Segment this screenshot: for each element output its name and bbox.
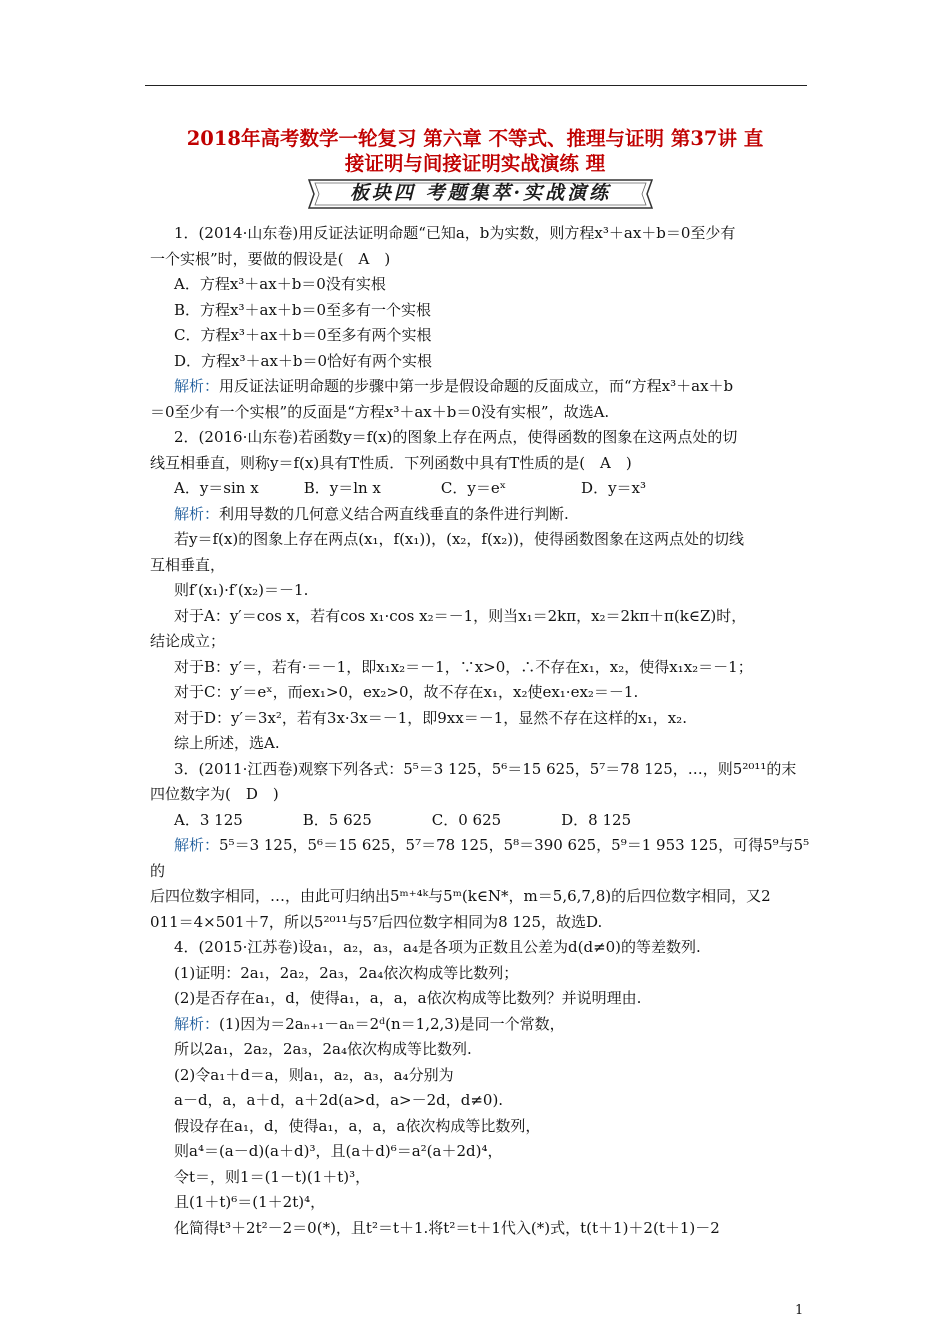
text-line <box>150 1063 815 1089</box>
text-line <box>150 1139 815 1165</box>
banner-text: 板块四 考题集萃·实战演练 <box>349 182 612 204</box>
text-segment: 利用导数的几何意义结合两直线垂直的条件进行判断. <box>219 504 569 523</box>
text-line <box>150 298 815 324</box>
text-line <box>150 1190 815 1216</box>
text-segment: 若y＝f(x)的图象上存在两点(x₁，f(x₁))，(x₂，f(x₂))，使得函数图象在这两点处的切线 <box>174 530 745 548</box>
text-line <box>150 221 815 247</box>
page-number: 1 <box>795 1303 804 1318</box>
text-line <box>150 1088 815 1114</box>
text-segment: 则f′(x₁)·f′(x₂)＝－1. <box>174 581 309 599</box>
text-line <box>150 400 815 426</box>
text-line <box>150 247 815 273</box>
text-segment: A．3 125 B．5 625 C．0 625 D．8 125 <box>174 810 632 829</box>
text-line <box>150 808 815 834</box>
text-segment: 四位数字为( D ) <box>150 785 279 803</box>
text-line <box>150 884 815 910</box>
text-segment: 互相垂直， <box>150 555 226 574</box>
text-line <box>150 1037 815 1063</box>
text-line <box>150 655 815 681</box>
text-line <box>150 604 815 630</box>
text-line <box>150 757 815 783</box>
text-line <box>150 349 815 375</box>
text-line <box>150 833 815 884</box>
document-title-line-1: 2018年高考数学一轮复习 第六章 不等式、推理与证明 第37讲 直 <box>186 127 764 150</box>
document-body <box>150 221 815 1241</box>
text-line <box>150 1012 815 1038</box>
analysis-label: 解析： <box>174 504 220 523</box>
text-line <box>150 323 815 349</box>
text-segment: 化简得t³＋2t²－2＝0(*)，且t²＝t＋1.将t²＝t＋1代入(*)式，t(t＋1)＋2(t＋1)－2 <box>174 1218 720 1237</box>
text-line <box>150 1165 815 1191</box>
text-line <box>150 706 815 732</box>
text-segment: D．方程x³＋ax＋b＝0恰好有两个实根 <box>174 351 433 370</box>
text-segment: ＝0至少有一个实根”的反面是“方程x³＋ax＋b＝0没有实根”，故选A. <box>150 402 610 421</box>
text-segment: 3．(2011·江西卷)观察下列各式：5⁵＝3 125，5⁶＝15 625，5⁷＝78 125，…，则5²⁰¹¹的末 <box>174 759 797 778</box>
text-segment: (2)令a₁＋d＝a，则a₁，a₂，a₃，a₄分别为 <box>174 1065 454 1084</box>
text-segment: 对于D：y′＝3x²，若有3x·3x＝－1，即9xx＝－1，显然不存在这样的x₁，x₂. <box>174 708 687 727</box>
text-line <box>150 527 815 553</box>
text-segment: 对于A：y′＝cos x，若有cos x₁·cos x₂＝－1，则当x₁＝2kπ，x₂＝2kπ＋π(k∈Z)时， <box>174 606 747 625</box>
text-line <box>150 629 815 655</box>
text-line <box>150 731 815 757</box>
text-segment: B．方程x³＋ax＋b＝0至多有一个实根 <box>174 300 432 319</box>
text-segment: 5⁵＝3 125，5⁶＝15 625，5⁷＝78 125，5⁸＝390 625，5⁹＝1 953 125，可得5⁹与5⁵的 <box>150 836 810 880</box>
text-segment: 一个实根”时，要做的假设是( A ) <box>150 249 391 268</box>
text-line <box>150 1114 815 1140</box>
analysis-label: 解析： <box>174 1014 220 1033</box>
text-line <box>150 451 815 477</box>
text-line <box>150 961 815 987</box>
text-line <box>150 578 815 604</box>
text-line <box>150 1216 815 1242</box>
text-line <box>150 502 815 528</box>
text-line <box>150 272 815 298</box>
analysis-label: 解析： <box>174 377 220 395</box>
text-segment: A．y＝sin x B．y＝ln x C．y＝eˣ D．y＝x³ <box>174 479 647 497</box>
text-line <box>150 553 815 579</box>
text-segment: a－d，a，a＋d，a＋2d(a>d，a>－2d，d≠0). <box>174 1091 504 1109</box>
text-segment: A．方程x³＋ax＋b＝0没有实根 <box>174 275 386 293</box>
text-segment: 对于C：y′＝eˣ，而ex₁>0，ex₂>0，故不存在x₁，x₂使ex₁·ex₂＝－1. <box>174 683 639 701</box>
document-title-line-2: 接证明与间接证明实战演练 理 <box>344 152 606 175</box>
text-line <box>150 782 815 808</box>
text-line <box>150 910 815 936</box>
header-rule <box>145 85 807 86</box>
text-line <box>150 935 815 961</box>
text-segment: (2)是否存在a₁，d，使得a₁，a，a，a依次构成等比数列？并说明理由. <box>174 989 642 1007</box>
text-line <box>150 374 815 400</box>
text-segment: (1)因为＝2aₙ₊₁－aₙ＝2ᵈ(n＝1,2,3)是同一个常数， <box>219 1014 565 1033</box>
text-line <box>150 986 815 1012</box>
text-segment: 2．(2016·山东卷)若函数y＝f(x)的图象上存在两点，使得函数的图象在这两点处的切 <box>174 428 738 446</box>
text-segment: 且(1＋t)⁶＝(1＋2t)⁴， <box>174 1193 326 1211</box>
text-line <box>150 476 815 502</box>
text-segment: 线互相垂直，则称y＝f(x)具有T性质．下列函数中具有T性质的是( A ) <box>150 453 632 472</box>
text-segment: 综上所述，选A. <box>174 734 280 752</box>
section-banner <box>303 177 658 211</box>
text-segment: 后四位数字相同，…，由此可归纳出5ᵐ⁺⁴ᵏ与5ᵐ(k∈N*，m＝5,6,7,8)的后四位数字相同，又2 <box>150 887 771 905</box>
text-segment: 令t＝，则1＝(1－t)(1＋t)³， <box>174 1167 371 1186</box>
text-segment: 结论成立； <box>150 632 226 650</box>
text-segment: 4．(2015·江苏卷)设a₁，a₂，a₃，a₄是各项为正数且公差为d(d≠0)的等差数列. <box>174 938 701 956</box>
text-segment: 所以2a₁，2a₂，2a₃，2a₄依次构成等比数列. <box>174 1040 472 1058</box>
text-segment: 则a⁴＝(a－d)(a＋d)³，且(a＋d)⁶＝a²(a＋2d)⁴， <box>174 1142 503 1160</box>
text-segment: 用反证法证明命题的步骤中第一步是假设命题的反面成立，而“方程x³＋ax＋b <box>219 377 734 395</box>
text-segment: (1)证明：2a₁，2a₂，2a₃，2a₄依次构成等比数列； <box>174 963 519 982</box>
text-segment: 011＝4×501＋7，所以5²⁰¹¹与5⁷后四位数字相同为8 125，故选D. <box>150 912 603 931</box>
text-segment: 假设存在a₁，d，使得a₁，a，a，a依次构成等比数列， <box>174 1116 541 1135</box>
text-segment: 1．(2014·山东卷)用反证法证明命题“已知a，b为实数，则方程x³＋ax＋b＝0至少有 <box>174 224 736 242</box>
text-line <box>150 425 815 451</box>
text-segment: 对于B：y′＝，若有·＝－1，即x₁x₂＝－1，∵x>0，∴不存在x₁，x₂，使得x₁x₂＝－1； <box>174 657 753 676</box>
text-segment: C．方程x³＋ax＋b＝0至多有两个实根 <box>174 326 432 344</box>
analysis-label: 解析： <box>174 836 220 854</box>
text-line <box>150 680 815 706</box>
